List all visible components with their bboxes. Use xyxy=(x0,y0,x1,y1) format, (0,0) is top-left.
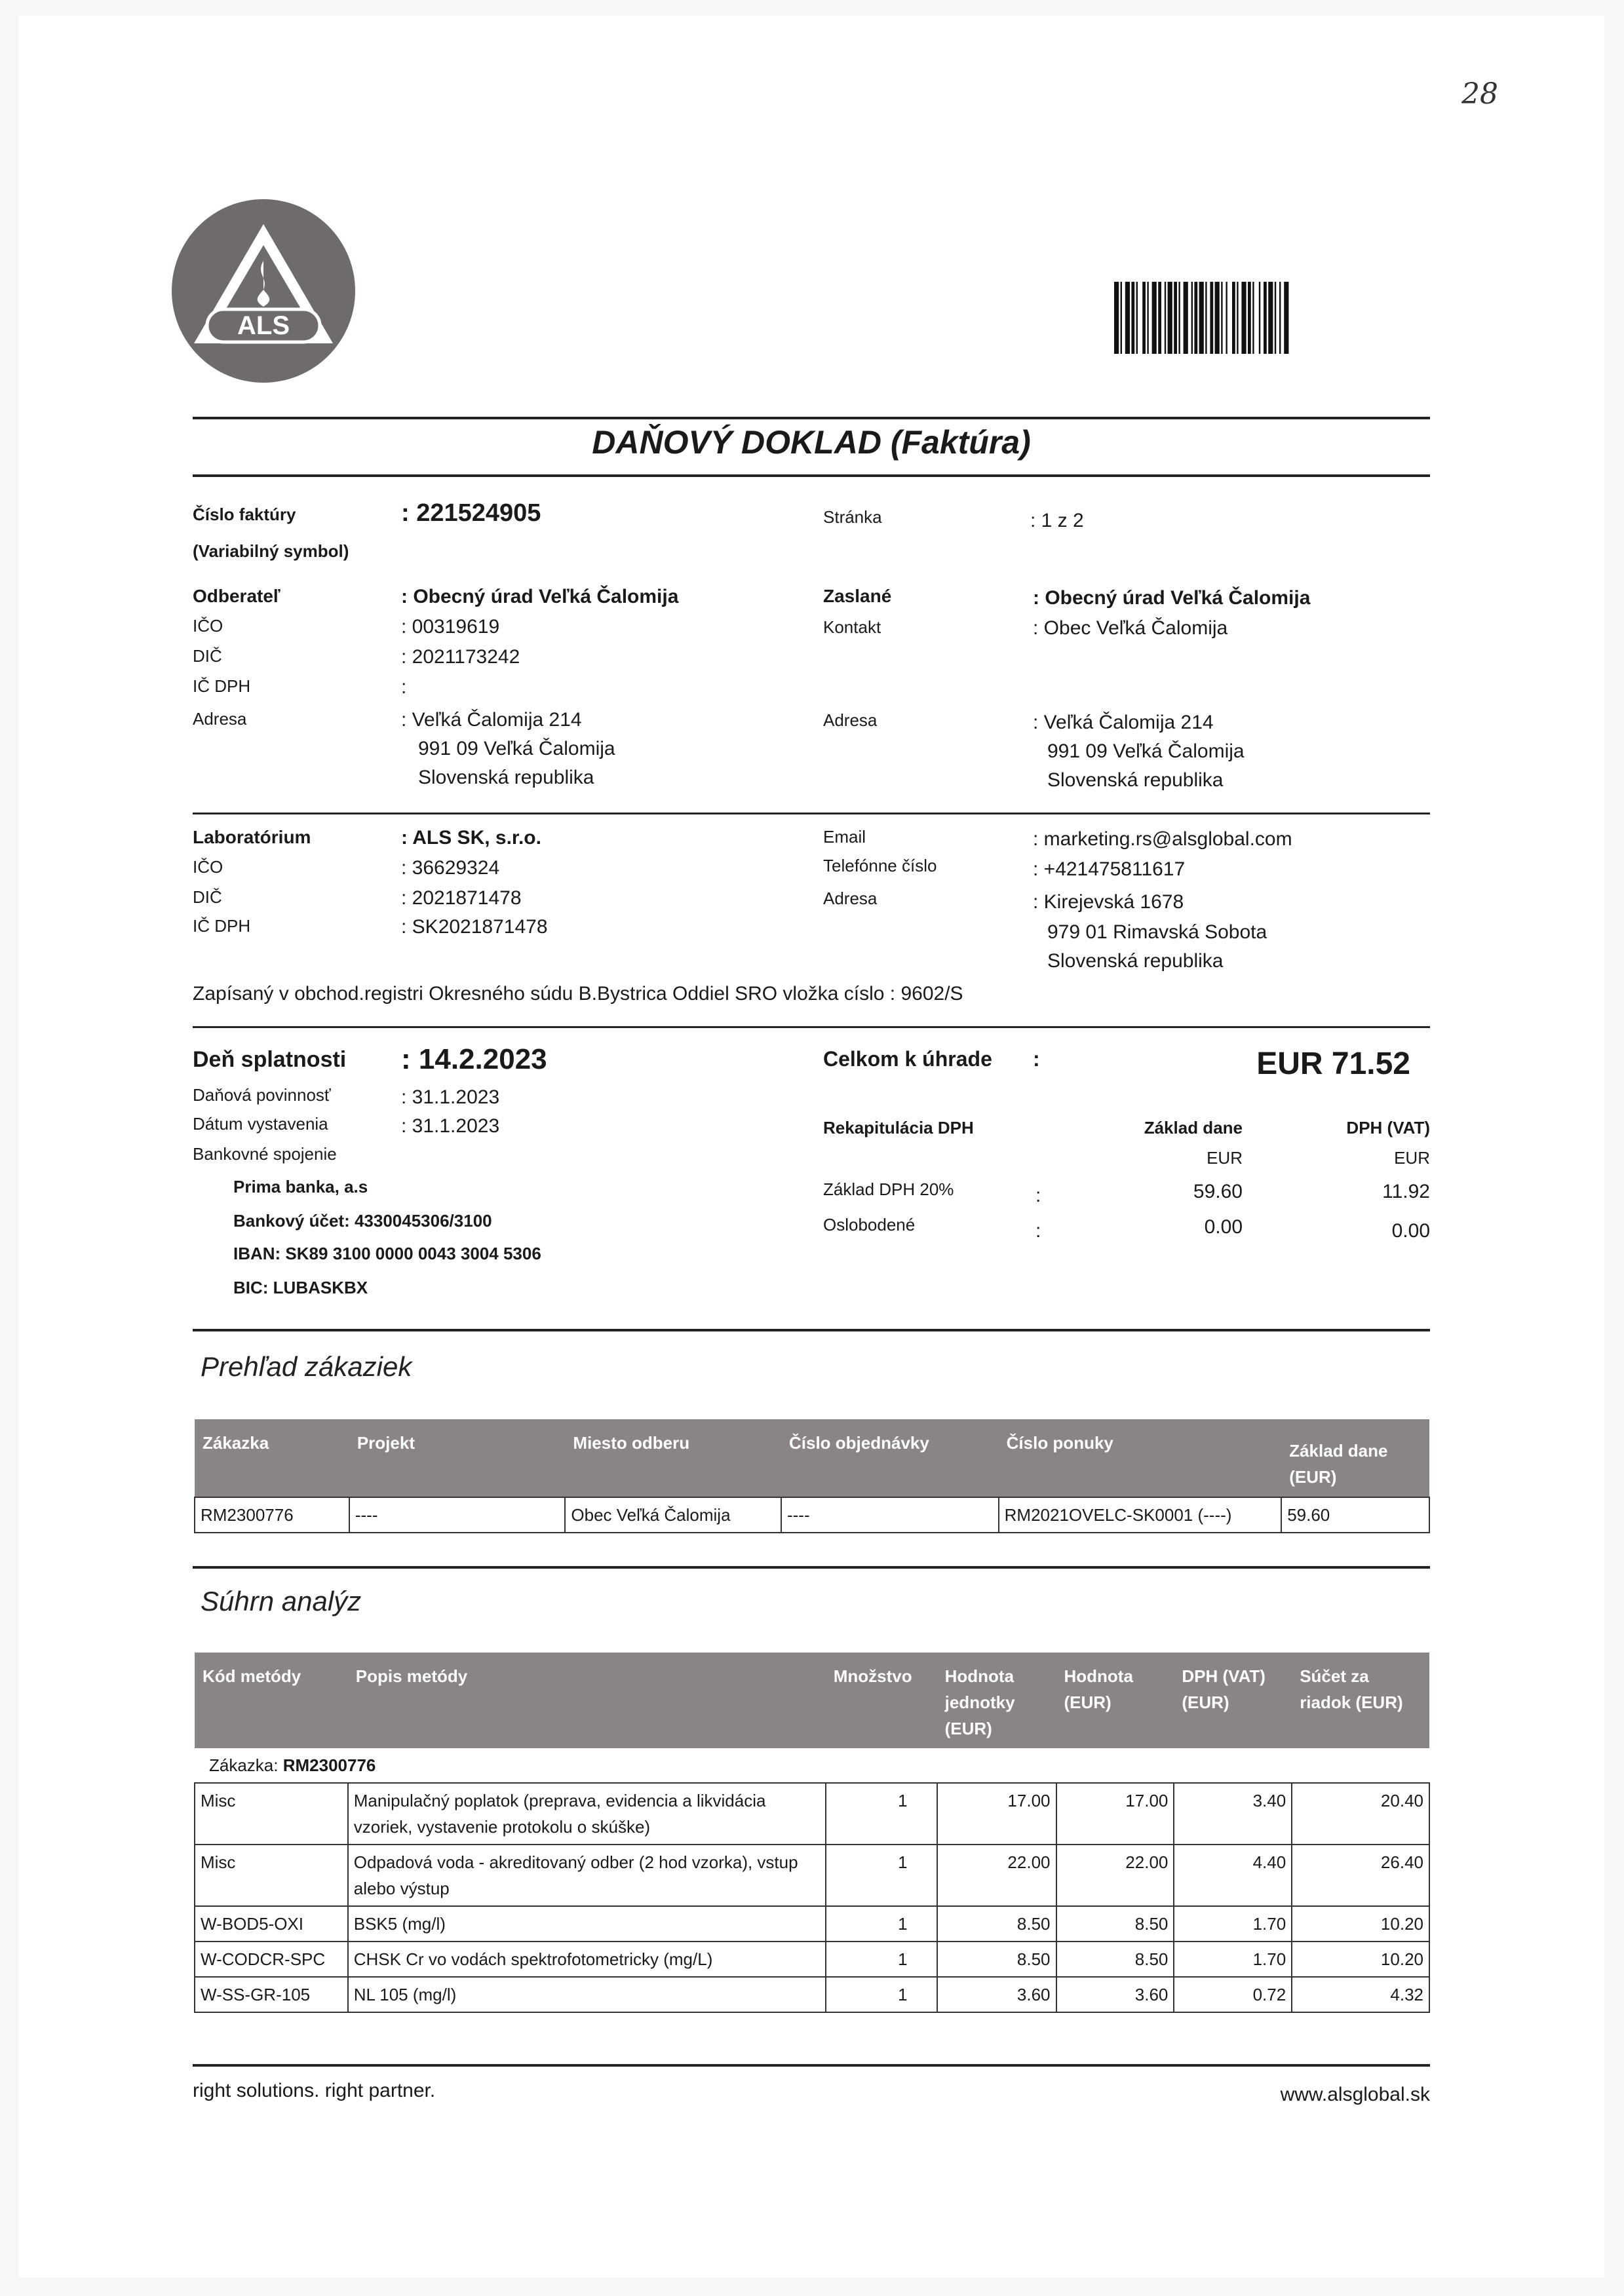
due-date: : 14.2.2023 xyxy=(401,1043,547,1075)
unit-value-cell: 8.50 xyxy=(937,1942,1056,1977)
vat-row-vat: 0.00 xyxy=(1391,1220,1430,1242)
total-colon: : xyxy=(1033,1047,1040,1071)
method-desc-cell: NL 105 (mg/l) xyxy=(348,1977,826,2012)
vat-recap-heading: Rekapitulácia DPH xyxy=(823,1118,974,1138)
document-title: DAŇOVÝ DOKLAD (Faktúra) xyxy=(592,424,1031,461)
vat-cell: 4.40 xyxy=(1174,1845,1292,1906)
order-id-cell: RM2300776 xyxy=(195,1497,349,1533)
row-total-cell: 26.40 xyxy=(1292,1845,1429,1906)
bank-label: Bankovné spojenie xyxy=(193,1144,337,1164)
page-value: : 1 z 2 xyxy=(1030,510,1084,531)
als-logo xyxy=(170,198,357,384)
vat-col-base: Základ dane xyxy=(1144,1118,1243,1138)
orders-col-order: Zákazka xyxy=(195,1419,349,1497)
orders-col-base: Základ dane (EUR) xyxy=(1281,1419,1429,1497)
lab-ico: : 36629324 xyxy=(401,857,500,879)
lab-email-label: Email xyxy=(823,827,866,847)
vat-row-label: Základ DPH 20% xyxy=(823,1179,954,1199)
row-total-cell: 20.40 xyxy=(1292,1783,1429,1845)
row-total-cell: 10.20 xyxy=(1292,1942,1429,1977)
buyer-heading: Odberateľ xyxy=(193,586,280,606)
shipto-contact-label: Kontakt xyxy=(823,617,881,637)
bank-iban: IBAN: SK89 3100 0000 0043 3004 5306 xyxy=(233,1244,541,1263)
title-top-rule xyxy=(193,417,1430,419)
invoice-number-label: Číslo faktúry xyxy=(193,505,296,524)
site-cell: Obec Veľká Čalomija xyxy=(565,1497,781,1533)
issue-date-label: Dátum vystavenia xyxy=(193,1114,328,1134)
tax-date-label: Daňová povinnosť xyxy=(193,1085,331,1105)
shipto-heading: Zaslané xyxy=(823,586,892,606)
quantity-cell: 1 xyxy=(826,1977,937,2012)
lab-name: : ALS SK, s.r.o. xyxy=(401,827,541,849)
footer-website[interactable]: www.alsglobal.sk xyxy=(1280,2084,1430,2105)
unit-value-cell: 17.00 xyxy=(937,1783,1056,1845)
buyer-icdph: : xyxy=(401,676,407,698)
lab-address-line-1: : Kirejevská 1678 xyxy=(1033,891,1184,913)
lab-phone-label: Telefónne číslo xyxy=(823,856,937,875)
tax-date: : 31.1.2023 xyxy=(401,1086,500,1108)
quantity-cell: 1 xyxy=(826,1845,937,1906)
analyses-col-quantity: Množstvo xyxy=(826,1653,937,1748)
row-total-cell: 10.20 xyxy=(1292,1906,1429,1942)
buyer-dic: : 2021173242 xyxy=(401,646,520,668)
vat-row-vat: 11.92 xyxy=(1382,1181,1430,1202)
quote-cell: RM2021OVELC-SK0001 (----) xyxy=(999,1497,1282,1533)
title-bottom-rule xyxy=(193,474,1430,477)
analyses-col-method-code: Kód metódy xyxy=(195,1653,348,1748)
footer-slogan: right solutions. right partner. xyxy=(193,2080,436,2101)
buyer-dic-label: DIČ xyxy=(193,646,222,666)
unit-value-cell: 22.00 xyxy=(937,1845,1056,1906)
orders-heading: Prehľad zákaziek xyxy=(201,1351,412,1382)
variable-symbol-label: (Variabilný symbol) xyxy=(193,541,349,561)
orders-divider xyxy=(193,1329,1430,1331)
bank-name: Prima banka, a.s xyxy=(233,1177,368,1196)
handwritten-page-number: 28 xyxy=(1461,77,1498,111)
analyses-divider xyxy=(193,1566,1430,1569)
barcode xyxy=(1114,282,1431,354)
table-row xyxy=(195,1942,1429,1977)
quantity-cell: 1 xyxy=(826,1906,937,1942)
analyses-heading: Súhrn analýz xyxy=(201,1586,362,1617)
table-row xyxy=(195,1977,1429,2012)
quantity-cell: 1 xyxy=(826,1942,937,1977)
vat-cell: 3.40 xyxy=(1174,1783,1292,1845)
shipto-address-line-1: : Veľká Čalomija 214 xyxy=(1033,712,1214,733)
value-cell: 8.50 xyxy=(1056,1942,1174,1977)
vat-row-colon: : xyxy=(1035,1185,1041,1206)
total-label: Celkom k úhrade xyxy=(823,1047,992,1071)
lab-phone: : +421475811617 xyxy=(1033,858,1186,880)
order-group-row xyxy=(195,1748,1429,1783)
buyer-ico: : 00319619 xyxy=(401,616,500,638)
due-date-label: Deň splatnosti xyxy=(193,1047,347,1072)
method-code-cell: W-SS-GR-105 xyxy=(195,1977,348,2012)
buyer-address-line-2: 991 09 Veľká Čalomija xyxy=(418,738,615,759)
buyer-ico-label: IČO xyxy=(193,616,223,636)
lab-address-line-3: Slovenská republika xyxy=(1047,950,1224,972)
orders-col-po: Číslo objednávky xyxy=(781,1419,999,1497)
lab-address-line-2: 979 01 Rimavská Sobota xyxy=(1047,921,1267,943)
lab-dic-label: DIČ xyxy=(193,887,222,907)
method-desc-cell: Manipulačný poplatok (preprava, evidencia a likvidácia vzoriek, vystavenie protokolu o skúške) xyxy=(348,1783,826,1845)
method-desc-cell: CHSK Cr vo vodách spektrofotometricky (mg/L) xyxy=(348,1942,826,1977)
buyer-address-line-1: : Veľká Čalomija 214 xyxy=(401,709,582,731)
vat-base-currency: EUR xyxy=(1207,1148,1243,1168)
total-amount: EUR 71.52 xyxy=(1256,1046,1410,1081)
value-cell: 22.00 xyxy=(1056,1845,1174,1906)
shipto-address-line-3: Slovenská republika xyxy=(1047,769,1224,791)
method-code-cell: Misc xyxy=(195,1845,348,1906)
vat-row-label: Oslobodené xyxy=(823,1215,916,1234)
shipto-address-line-2: 991 09 Veľká Čalomija xyxy=(1047,740,1245,762)
buyer-name: : Obecný úrad Veľká Čalomija xyxy=(401,586,679,607)
lab-email[interactable]: : marketing.rs@alsglobal.com xyxy=(1033,828,1292,850)
lab-dic: : 2021871478 xyxy=(401,887,522,909)
vat-cell: 1.70 xyxy=(1174,1906,1292,1942)
value-cell: 17.00 xyxy=(1056,1783,1174,1845)
analyses-col-method-desc: Popis metódy xyxy=(348,1653,826,1748)
vat-cell: 0.72 xyxy=(1174,1977,1292,2012)
orders-col-site: Miesto odberu xyxy=(565,1419,781,1497)
shipto-address-label: Adresa xyxy=(823,710,878,730)
analyses-col-vat: DPH (VAT) (EUR) xyxy=(1174,1653,1292,1748)
bank-bic: BIC: LUBASKBX xyxy=(233,1278,368,1297)
shipto-contact: : Obec Veľká Čalomija xyxy=(1033,617,1228,639)
buyer-address-label: Adresa xyxy=(193,709,247,729)
quantity-cell: 1 xyxy=(826,1783,937,1845)
analyses-table xyxy=(194,1653,1430,2013)
analyses-col-value: Hodnota (EUR) xyxy=(1056,1653,1174,1748)
buyer-icdph-label: IČ DPH xyxy=(193,676,251,696)
order-group-label: Zákazka: RM2300776 xyxy=(195,1748,1429,1783)
table-row xyxy=(195,1783,1429,1845)
page-label: Stránka xyxy=(823,507,882,527)
lab-address-label: Adresa xyxy=(823,889,878,908)
buyer-address-line-3: Slovenská republika xyxy=(418,767,594,788)
table-row xyxy=(195,1845,1429,1906)
table-row xyxy=(195,1906,1429,1942)
footer-divider xyxy=(193,2064,1430,2067)
value-cell: 8.50 xyxy=(1056,1906,1174,1942)
lab-ico-label: IČO xyxy=(193,857,223,877)
vat-row-base: 59.60 xyxy=(1193,1181,1243,1202)
vat-col-vat: DPH (VAT) xyxy=(1346,1118,1430,1138)
logo-text: ALS xyxy=(237,311,290,340)
lab-icdph: : SK2021871478 xyxy=(401,916,548,938)
vat-cell: 1.70 xyxy=(1174,1942,1292,1977)
row-total-cell: 4.32 xyxy=(1292,1977,1429,2012)
value-cell: 3.60 xyxy=(1056,1977,1174,2012)
invoice-number: : 221524905 xyxy=(401,499,541,527)
method-desc-cell: Odpadová voda - akreditovaný odber (2 hod vzorka), vstup alebo výstup xyxy=(348,1845,826,1906)
method-code-cell: W-CODCR-SPC xyxy=(195,1942,348,1977)
vat-row-base: 0.00 xyxy=(1204,1216,1243,1238)
method-desc-cell: BSK5 (mg/l) xyxy=(348,1906,826,1942)
method-code-cell: Misc xyxy=(195,1783,348,1845)
orders-col-quote: Číslo ponuky xyxy=(999,1419,1282,1497)
unit-value-cell: 8.50 xyxy=(937,1906,1056,1942)
analyses-col-unit-value: Hodnota jednotky (EUR) xyxy=(937,1653,1056,1748)
vat-vat-currency: EUR xyxy=(1394,1148,1430,1168)
lab-divider xyxy=(193,813,1430,814)
project-cell: ---- xyxy=(349,1497,566,1533)
table-row xyxy=(195,1497,1429,1533)
method-code-cell: W-BOD5-OXI xyxy=(195,1906,348,1942)
issue-date: : 31.1.2023 xyxy=(401,1115,500,1137)
vat-row-colon: : xyxy=(1035,1220,1041,1242)
lab-registry-note: Zapísaný v obchod.registri Okresného súdu B.Bystrica Oddiel SRO vložka císlo : 9602/S xyxy=(193,983,963,1004)
base-cell: 59.60 xyxy=(1281,1497,1429,1533)
lab-icdph-label: IČ DPH xyxy=(193,916,251,936)
bank-account: Bankový účet: 4330045306/3100 xyxy=(233,1211,492,1231)
lab-heading: Laboratórium xyxy=(193,827,311,847)
analyses-col-row-total: Súčet za riadok (EUR) xyxy=(1292,1653,1429,1748)
payment-divider xyxy=(193,1026,1430,1028)
unit-value-cell: 3.60 xyxy=(937,1977,1056,2012)
orders-col-project: Projekt xyxy=(349,1419,566,1497)
shipto-name: : Obecný úrad Veľká Čalomija xyxy=(1033,587,1311,609)
po-cell: ---- xyxy=(781,1497,999,1533)
orders-table xyxy=(194,1419,1430,1533)
